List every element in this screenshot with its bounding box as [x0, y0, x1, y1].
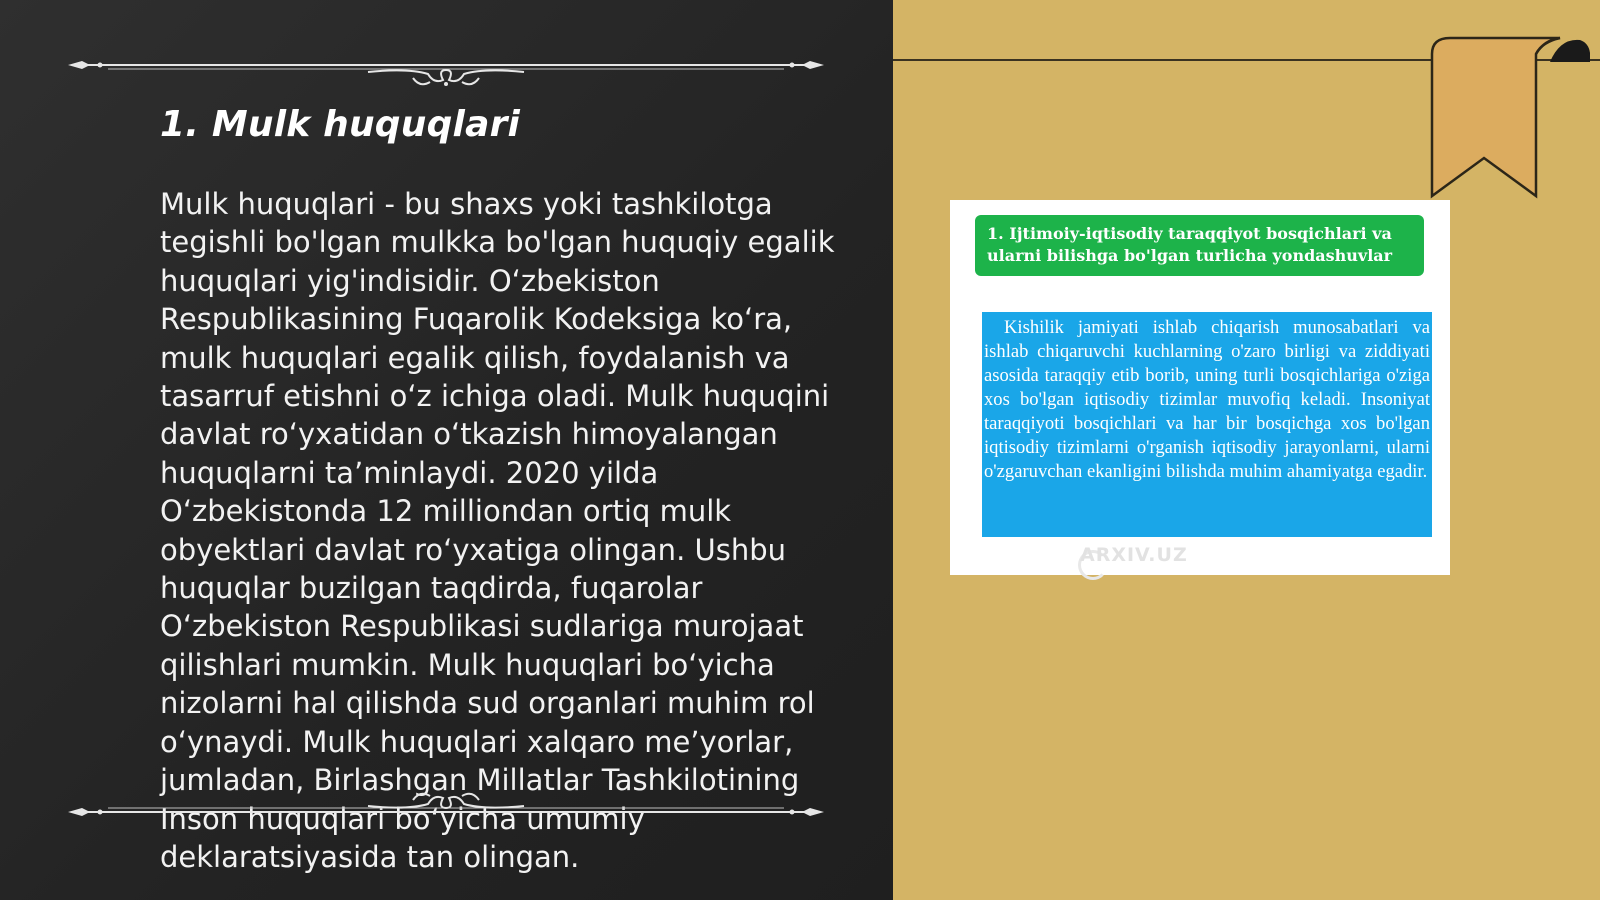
slide-body-text: Mulk huquqlari - bu shaxs yoki tashkilotga tegishli bo'lgan mulkka bo'lgan huquqiy egalik huquqlari yig'indisidir. O‘zbekiston Respublikasining Fuqarolik Kodeksiga ko‘ra, mulk huquqlari egalik qilish, foydalanish va tasarruf etishni o‘z ichiga oladi. Mulk huquqini davlat ro‘yxatidan o‘tkazish himoyalangan huquqlarni ta’minlaydi. 2020 yilda O‘zbekistonda 12 milliondan ortiq mulk obyektlari davlat ro‘yxatiga olingan. Ushbu huquqlar buzilgan taqdirda, fuqarolar O‘zbekiston Respublikasi sudlariga murojaat qilishlari mumkin. Mulk huquqlari bo‘yicha nizolarni hal qilishda sud organlari muhim rol o‘ynaydi. Mulk huquqlari xalqaro me’yorlar, jumladan, Birlashgan Millatlar Tashkilotining Inson huquqlari bo‘yicha umumiy deklaratsiyasida tan olingan.: [160, 187, 835, 874]
textbook-section-heading: 1. Ijtimoiy-iqtisodiy taraqqiyot bosqichlari va ularni bilishga bo'lgan turlicha yondashuvlar: [975, 215, 1424, 276]
ornament-divider-top-icon: [68, 48, 824, 88]
watermark-text: ARXIV.UZ: [1080, 544, 1188, 566]
textbook-image: [950, 200, 1450, 575]
ornament-divider-bottom-icon: [68, 786, 824, 826]
bookmark-ribbon-icon: [1430, 32, 1590, 202]
slide-title: 1. Mulk huquqlari: [160, 104, 521, 145]
textbook-paragraph: Kishilik jamiyati ishlab chiqarish munosabatlari va ishlab chiqaruvchi kuchlarning o'zaro birligi va ziddiyati asosida taraqqiy etib borib, uning turli bosqichlariga o'ziga xos bo'lgan iqtisodiy tizimlar muvofiq keladi. Insoniyat taraqqiyoti bosqichlari va har bir bosqichga xos bo'lgan iqtisodiy tizimlarni o'rganish iqtisodiy jarayonlarni, ularni o'zgaruvchan ekanligini bilishda muhim ahamiyatga egadir.: [982, 312, 1432, 537]
